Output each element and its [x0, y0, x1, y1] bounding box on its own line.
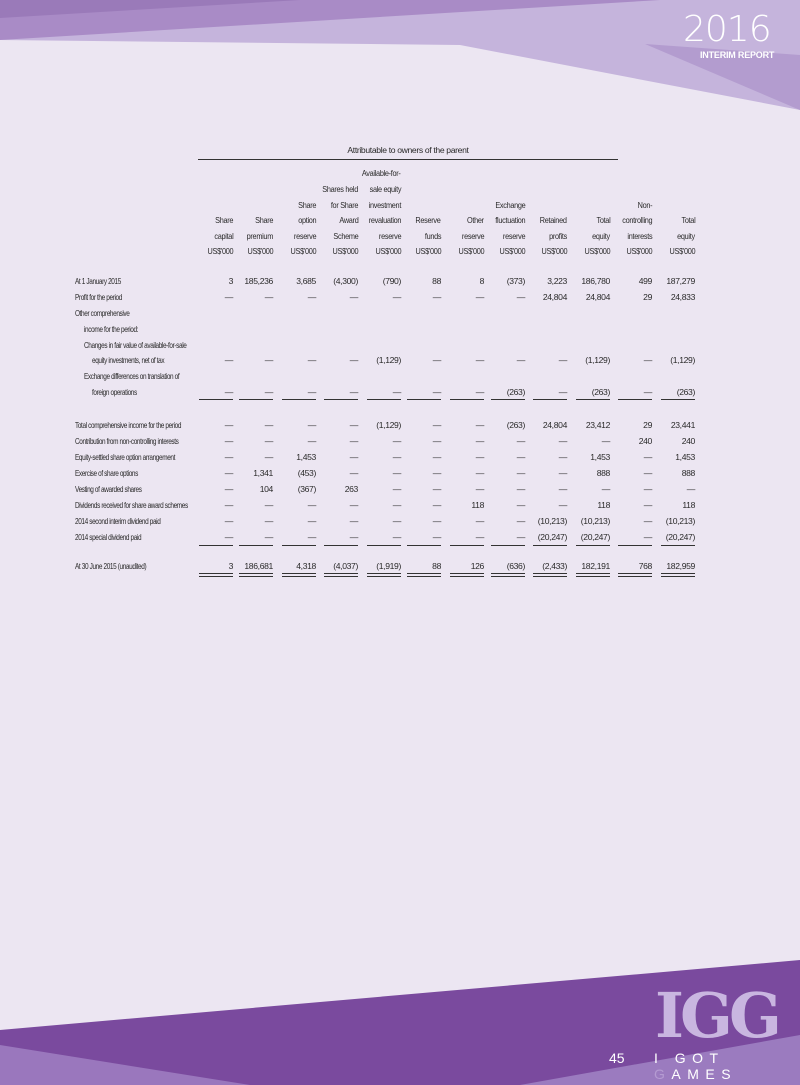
table-cell: — [349, 355, 358, 365]
column-header-line: Exchange [494, 199, 525, 210]
table-cell: — [516, 500, 525, 510]
table-cell: — [349, 452, 358, 462]
table-cell: — [307, 516, 316, 526]
table-cell: — [349, 420, 358, 430]
group-heading-rule [198, 159, 618, 160]
table-cell: 768 [638, 561, 652, 571]
table-cell: 3,223 [547, 276, 567, 286]
table-cell: 240 [681, 436, 695, 446]
table-cell: — [643, 516, 652, 526]
table-cell: — [264, 516, 273, 526]
subtotal-rule [491, 399, 525, 400]
column-header-line: option [297, 215, 316, 226]
table-cell: 888 [681, 468, 695, 478]
column-header [527, 165, 567, 260]
table-cell: — [558, 500, 567, 510]
subtotal-rule [199, 399, 233, 400]
table-cell: 126 [470, 561, 484, 571]
table-cell: 182,191 [581, 561, 610, 571]
table-cell: (4,300) [333, 276, 358, 286]
table-cell: (10,213) [537, 516, 567, 526]
row-label: At 30 June 2015 (unaudited) [75, 561, 147, 571]
table-cell: — [516, 436, 525, 446]
subtotal-rule [407, 545, 441, 546]
column-header-line: investment [368, 199, 401, 210]
table-cell: 1,453 [675, 452, 695, 462]
table-cell: 3 [228, 561, 233, 571]
subtotal-rule [491, 545, 525, 546]
subtotal-rule [407, 399, 441, 400]
table-cell: 1,341 [253, 468, 273, 478]
subtotal-rule [450, 545, 484, 546]
column-header [233, 165, 273, 260]
table-cell: — [558, 468, 567, 478]
table-cell: — [475, 468, 484, 478]
column-header-line: equity [677, 230, 695, 241]
column-header [193, 165, 233, 260]
column-header-line: Total [681, 215, 695, 226]
column-header-line: Scheme [332, 230, 358, 241]
row-label: Vesting of awarded shares [75, 484, 142, 494]
table-cell: 3 [228, 276, 233, 286]
table-cell: — [475, 532, 484, 542]
column-header-line: US$'000 [458, 246, 484, 257]
table-cell: — [307, 532, 316, 542]
table-cell: — [432, 468, 441, 478]
table-cell: — [264, 452, 273, 462]
subtotal-rule [576, 545, 610, 546]
subtotal-rule [239, 399, 273, 400]
table-cell: 29 [643, 420, 652, 430]
table-cell: — [643, 468, 652, 478]
table-cell: (1,129) [585, 355, 610, 365]
table-cell: — [643, 484, 652, 494]
table-cell: (1,129) [670, 355, 695, 365]
table-cell: — [432, 436, 441, 446]
table-cell: — [392, 484, 401, 494]
table-cell: — [224, 420, 233, 430]
table-cell: — [392, 436, 401, 446]
table-cell: — [307, 387, 316, 397]
page-number: 45 [609, 1050, 625, 1066]
table-cell: — [686, 484, 695, 494]
column-header [318, 165, 358, 260]
column-header-line: equity [592, 230, 610, 241]
table-cell: — [601, 484, 610, 494]
table-cell: — [516, 516, 525, 526]
column-header-line: Award [338, 215, 358, 226]
table-cell: 23,412 [585, 420, 610, 430]
table-cell: — [349, 516, 358, 526]
column-header [276, 165, 316, 260]
table-cell: 88 [432, 276, 441, 286]
table-cell: 24,833 [670, 292, 695, 302]
total-double-rule [282, 573, 316, 577]
table-cell: — [558, 452, 567, 462]
table-cell: — [475, 387, 484, 397]
table-cell: — [307, 355, 316, 365]
table-cell: — [643, 387, 652, 397]
table-cell: 29 [643, 292, 652, 302]
table-cell: 118 [471, 500, 484, 510]
table-cell: — [643, 532, 652, 542]
column-header-line: Share [297, 199, 316, 210]
column-header [655, 165, 695, 260]
table-cell: (20,247) [580, 532, 610, 542]
table-cell: 888 [596, 468, 610, 478]
column-header-line: US$'000 [375, 246, 401, 257]
table-cell: — [516, 484, 525, 494]
table-cell: (4,037) [333, 561, 358, 571]
column-header-line: reserve [461, 230, 484, 241]
column-header [485, 165, 525, 260]
total-double-rule [491, 573, 525, 577]
row-label: Contribution from non-controlling interests [75, 436, 179, 446]
table-cell: — [392, 532, 401, 542]
table-cell: (263) [506, 420, 525, 430]
column-header-line: US$'000 [584, 246, 610, 257]
table-cell: — [224, 500, 233, 510]
table-cell: — [349, 468, 358, 478]
table-cell: — [224, 532, 233, 542]
table-cell: — [224, 484, 233, 494]
table-cell: — [392, 500, 401, 510]
subtotal-rule [367, 399, 401, 400]
table-cell: (367) [297, 484, 316, 494]
table-cell: — [392, 516, 401, 526]
table-cell: — [432, 420, 441, 430]
table-cell: (790) [382, 276, 401, 286]
table-cell: — [601, 436, 610, 446]
row-label: Dividends received for share award schemes [75, 500, 188, 510]
table-cell: — [264, 292, 273, 302]
row-label: 2014 special dividend paid [75, 532, 142, 542]
table-cell: (263) [676, 387, 695, 397]
table-cell: 23,441 [670, 420, 695, 430]
table-cell: — [432, 532, 441, 542]
column-header-line: US$'000 [290, 246, 316, 257]
subtotal-rule [199, 545, 233, 546]
table-cell: 24,804 [542, 420, 567, 430]
column-header-line: reserve [293, 230, 316, 241]
table-cell: — [643, 355, 652, 365]
column-header-line: revaluation [368, 215, 401, 226]
total-double-rule [661, 573, 695, 577]
table-cell: 182,959 [666, 561, 695, 571]
table-cell: — [349, 292, 358, 302]
row-label: Equity-settled share option arrangement [75, 452, 176, 462]
table-cell: (1,919) [376, 561, 401, 571]
column-header-line: Retained [540, 215, 567, 226]
column-header [444, 165, 484, 260]
row-label: 2014 second interim dividend paid [75, 516, 161, 526]
table-cell: — [475, 436, 484, 446]
total-double-rule [324, 573, 358, 577]
table-cell: (2,433) [542, 561, 567, 571]
table-cell: — [392, 452, 401, 462]
table-cell: — [432, 452, 441, 462]
table-cell: — [392, 387, 401, 397]
table-cell: — [475, 452, 484, 462]
column-header-line: Share [214, 215, 233, 226]
column-header-line: US$'000 [499, 246, 525, 257]
table-cell: 8 [479, 276, 484, 286]
table-cell: (1,129) [376, 420, 401, 430]
total-double-rule [576, 573, 610, 577]
table-cell: — [264, 532, 273, 542]
column-header-line: premium [246, 230, 273, 241]
column-header-line: Share [254, 215, 273, 226]
column-header [570, 165, 610, 260]
subtotal-rule [450, 399, 484, 400]
table-cell: 186,780 [581, 276, 610, 286]
table-cell: 118 [682, 500, 695, 510]
table-cell: — [516, 532, 525, 542]
table-cell: — [349, 436, 358, 446]
column-header-line: sale equity [369, 184, 401, 195]
table-cell: — [432, 387, 441, 397]
column-header-line: Other [467, 215, 484, 226]
total-double-rule [239, 573, 273, 577]
table-cell: (453) [297, 468, 316, 478]
row-label: equity investments, net of tax [92, 355, 165, 365]
table-cell: (10,213) [580, 516, 610, 526]
table-cell: 499 [638, 276, 652, 286]
table-cell: — [224, 452, 233, 462]
total-double-rule [450, 573, 484, 577]
table-cell: 1,453 [590, 452, 610, 462]
table-cell: — [475, 420, 484, 430]
table-cell: — [224, 292, 233, 302]
subtotal-rule [618, 545, 652, 546]
column-header-line: US$'000 [332, 246, 358, 257]
total-double-rule [407, 573, 441, 577]
table-cell: — [432, 292, 441, 302]
table-cell: — [475, 355, 484, 365]
subtotal-rule [367, 545, 401, 546]
column-header-line: reserve [378, 230, 401, 241]
table-cell: (636) [506, 561, 525, 571]
row-label: income for the period: [84, 324, 139, 334]
tagline-part: AMES [671, 1066, 738, 1082]
table-cell: (20,247) [665, 532, 695, 542]
table-cell: (373) [506, 276, 525, 286]
table-cell: — [224, 516, 233, 526]
table-cell: 187,279 [666, 276, 695, 286]
table-cell: 118 [597, 500, 610, 510]
column-header-line: profits [549, 230, 567, 241]
column-header [361, 165, 401, 260]
table-cell: — [558, 436, 567, 446]
subtotal-rule [324, 545, 358, 546]
column-header-line: US$'000 [207, 246, 233, 257]
table-cell: — [307, 500, 316, 510]
total-double-rule [533, 573, 567, 577]
column-header-line: controlling [621, 215, 652, 226]
column-header-line: US$'000 [626, 246, 652, 257]
subtotal-rule [533, 399, 567, 400]
tagline [654, 1050, 800, 1082]
column-header-line: interests [627, 230, 652, 241]
column-header-line: reserve [502, 230, 525, 241]
row-label: Exchange differences on translation of [84, 371, 180, 381]
table-cell: (20,247) [537, 532, 567, 542]
subtotal-rule [239, 545, 273, 546]
igg-logo: IGG [655, 979, 778, 1052]
table-cell: — [264, 420, 273, 430]
table-cell: — [432, 484, 441, 494]
table-cell: — [264, 436, 273, 446]
column-header-line: US$'000 [247, 246, 273, 257]
table-cell: — [224, 355, 233, 365]
column-header-line: fluctuation [494, 215, 525, 226]
table-cell: — [516, 452, 525, 462]
table-cell: 263 [344, 484, 358, 494]
table-cell: — [475, 292, 484, 302]
table-cell: — [349, 532, 358, 542]
table-cell: — [224, 387, 233, 397]
column-header-line: US$'000 [415, 246, 441, 257]
table-cell: — [264, 387, 273, 397]
table-cell: — [643, 500, 652, 510]
row-label: Other comprehensive [75, 308, 130, 318]
table-cell: — [307, 420, 316, 430]
report-type-label: INTERIM REPORT [700, 50, 775, 60]
table-cell: — [349, 387, 358, 397]
table-cell: — [307, 436, 316, 446]
table-cell: — [516, 355, 525, 365]
tagline-part: I GOT [654, 1050, 725, 1066]
table-cell: (10,213) [665, 516, 695, 526]
subtotal-rule [282, 399, 316, 400]
subtotal-rule [576, 399, 610, 400]
column-header-line: for Share [330, 199, 358, 210]
row-label: At 1 January 2015 [75, 276, 121, 286]
column-header-line: capital [213, 230, 233, 241]
table-cell: 3,685 [296, 276, 316, 286]
table-cell: — [392, 468, 401, 478]
table-cell: (263) [591, 387, 610, 397]
table-cell: — [558, 484, 567, 494]
table-cell: — [224, 436, 233, 446]
table-cell: — [558, 387, 567, 397]
group-heading: Attributable to owners of the parent [347, 145, 469, 155]
row-label: foreign operations [92, 387, 137, 397]
total-double-rule [618, 573, 652, 577]
table-cell: — [264, 355, 273, 365]
table-cell: — [392, 292, 401, 302]
table-cell: — [349, 500, 358, 510]
column-header-line: US$'000 [541, 246, 567, 257]
column-header-line: Non- [637, 199, 652, 210]
tagline-part: G [654, 1066, 672, 1082]
column-header-line: Reserve [415, 215, 441, 226]
table-cell: — [432, 500, 441, 510]
table-cell: — [475, 484, 484, 494]
column-header-line: Available-for- [362, 168, 401, 179]
column-header-line: US$'000 [669, 246, 695, 257]
row-label: Exercise of share options [75, 468, 138, 478]
total-double-rule [367, 573, 401, 577]
table-cell: — [558, 355, 567, 365]
table-cell: — [475, 516, 484, 526]
table-cell: 104 [259, 484, 273, 494]
subtotal-rule [533, 545, 567, 546]
column-header [612, 165, 652, 260]
table-cell: — [224, 468, 233, 478]
table-cell: 24,804 [542, 292, 567, 302]
table-cell: 4,318 [296, 561, 316, 571]
subtotal-rule [282, 545, 316, 546]
column-header-line: Total [596, 215, 610, 226]
table-cell: 88 [432, 561, 441, 571]
row-label: Profit for the period [75, 292, 122, 302]
table-cell: (1,129) [376, 355, 401, 365]
table-cell: — [516, 468, 525, 478]
table-cell: — [264, 500, 273, 510]
subtotal-rule [661, 399, 695, 400]
table-cell: — [432, 516, 441, 526]
subtotal-rule [618, 399, 652, 400]
row-label: Changes in fair value of available-for-sale [84, 340, 187, 350]
column-header-line: Shares held [322, 184, 358, 195]
row-label: Total comprehensive income for the period [75, 420, 182, 430]
column-header-line: funds [424, 230, 441, 241]
table-cell: — [307, 292, 316, 302]
table-cell: 186,681 [244, 561, 273, 571]
total-double-rule [199, 573, 233, 577]
subtotal-rule [661, 545, 695, 546]
table-cell: (263) [506, 387, 525, 397]
table-cell: — [643, 452, 652, 462]
report-year-logo: 2016 [683, 9, 771, 50]
table-cell: — [432, 355, 441, 365]
table-cell: 1,453 [296, 452, 316, 462]
table-cell: 240 [638, 436, 652, 446]
table-cell: 185,236 [244, 276, 273, 286]
column-header [401, 165, 441, 260]
table-cell: 24,804 [585, 292, 610, 302]
table-cell: — [516, 292, 525, 302]
subtotal-rule [324, 399, 358, 400]
